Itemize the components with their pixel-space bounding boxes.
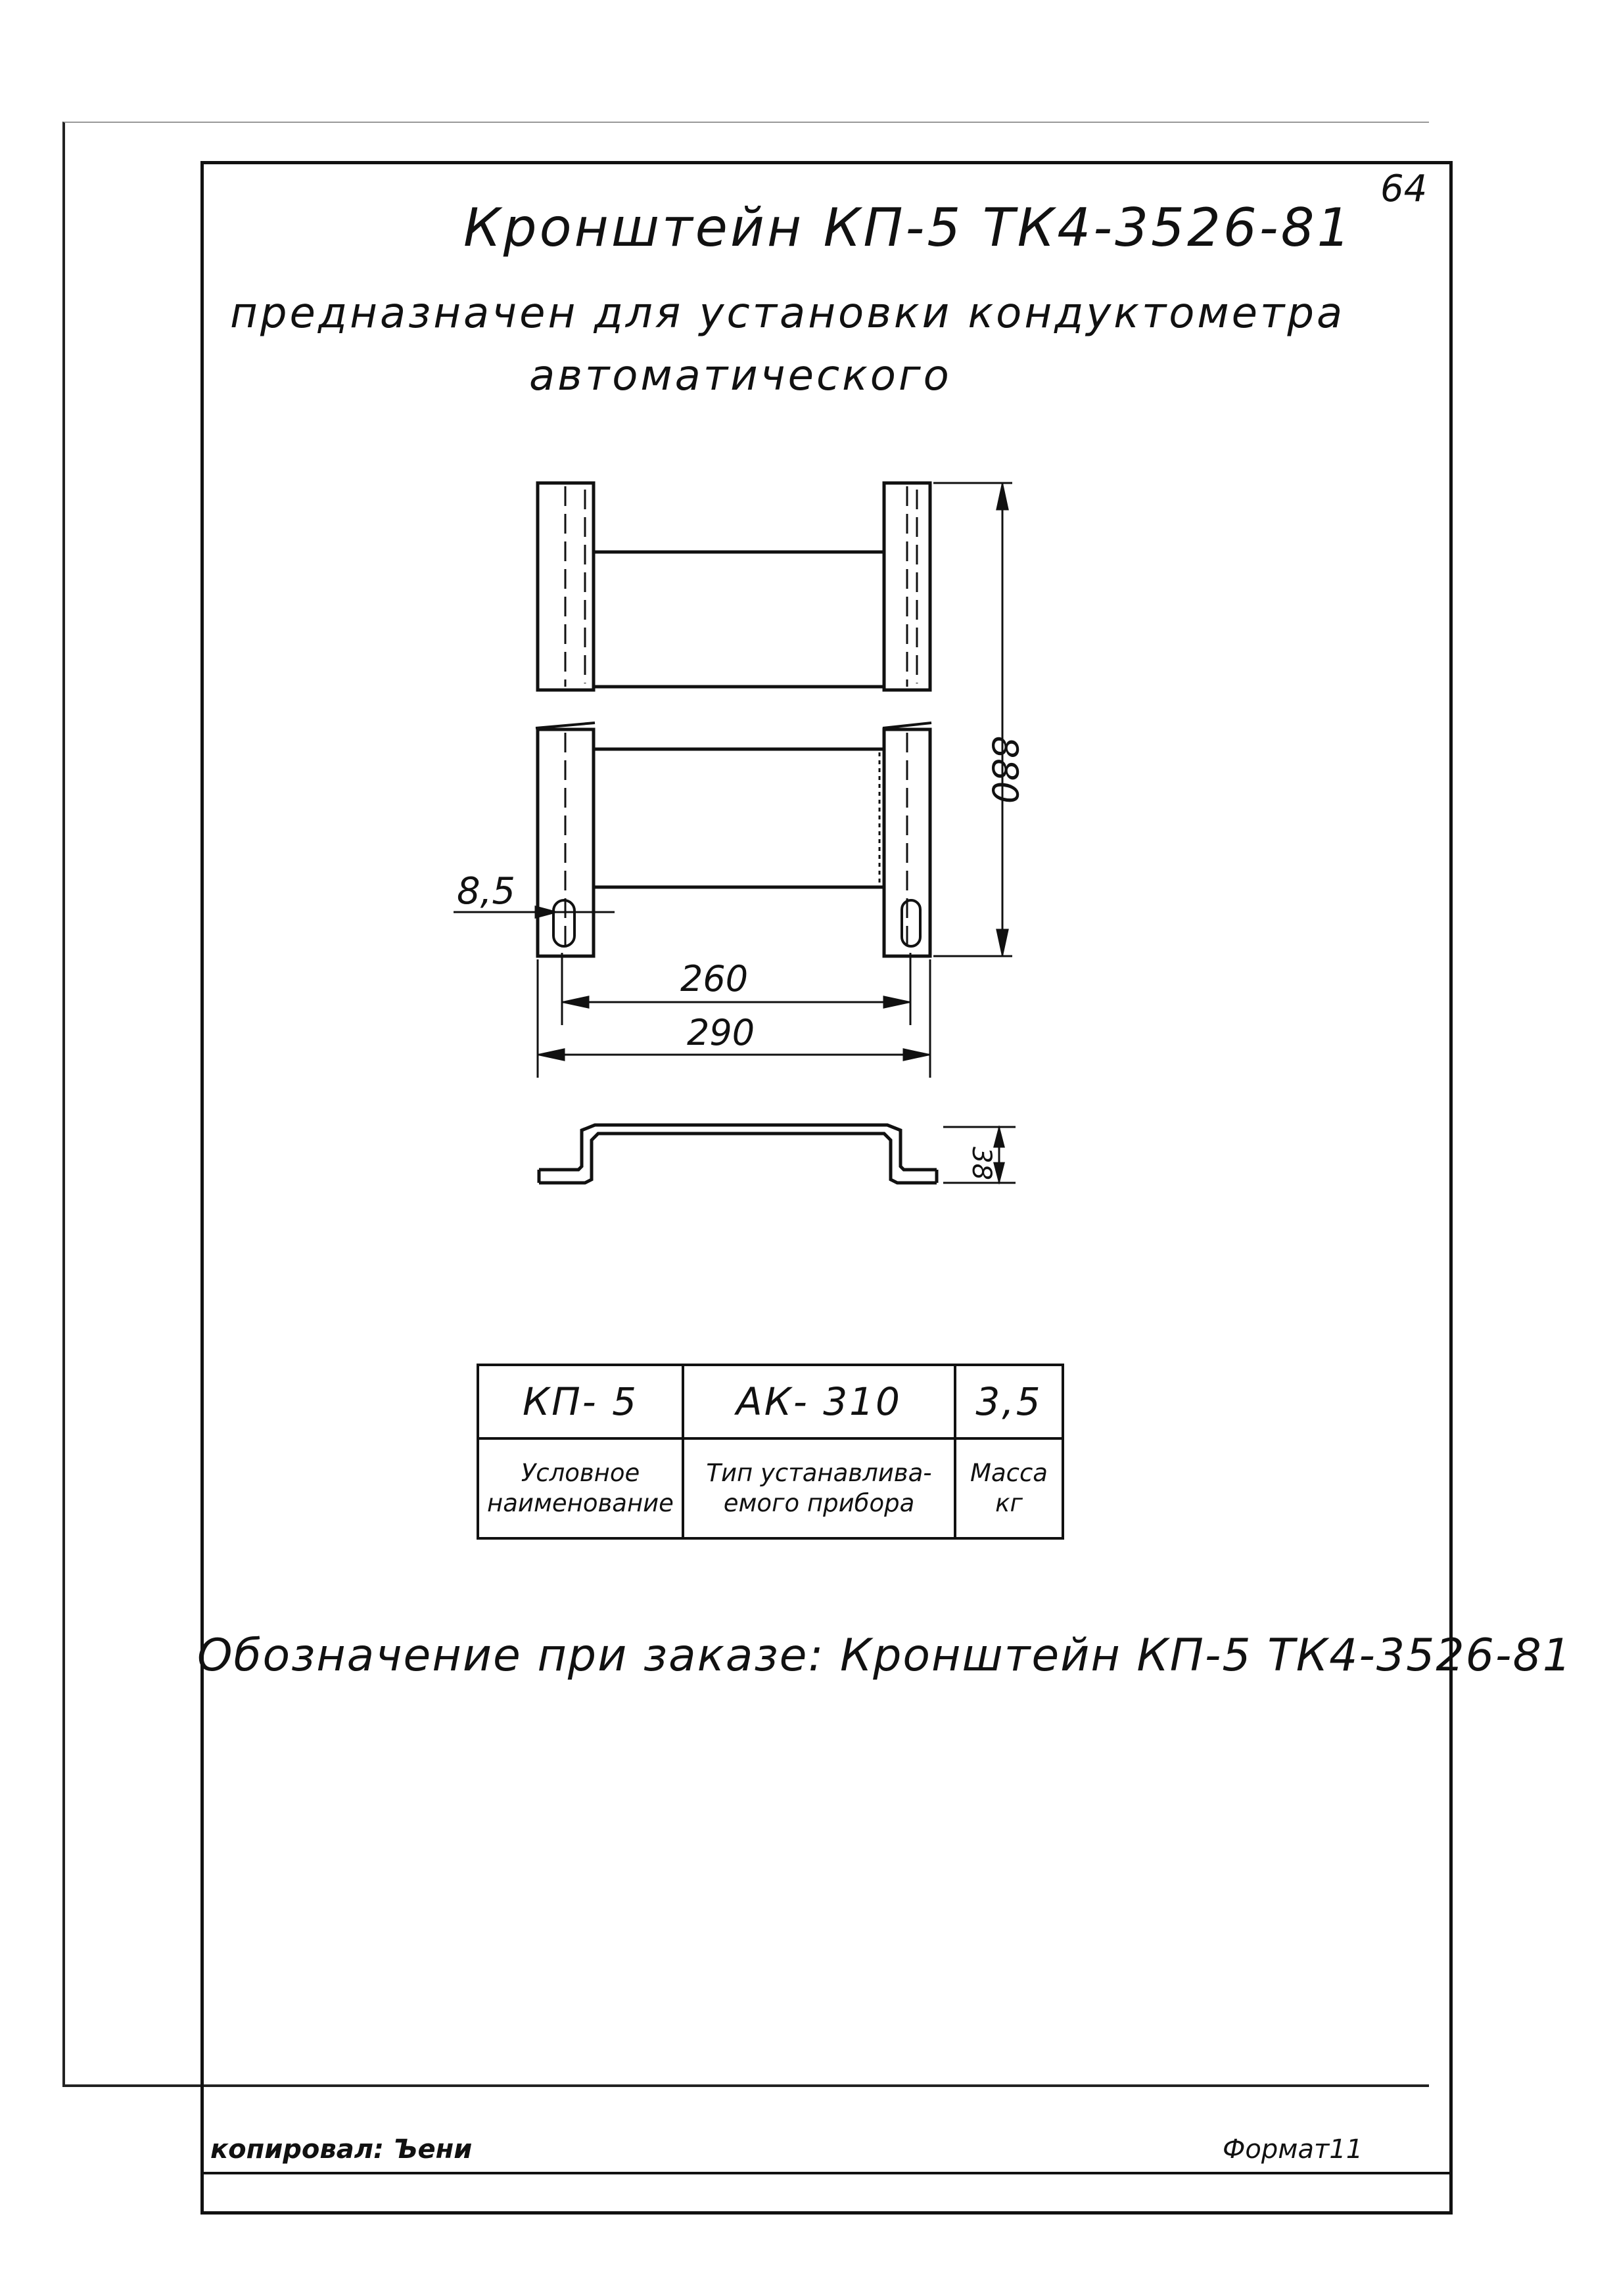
crossbar-lower [594,749,884,887]
dim-inner-width: 260 [680,958,749,999]
order-designation: Обозначение при заказе: Кронштейн КП-5 ТК4-3526-81 [197,1630,1572,1682]
page-title: Кронштейн КП-5 ТК4-3526-81 [463,197,1353,258]
dim-depth: 38 [966,1147,996,1180]
mass-label: Масса кг [955,1438,1063,1538]
designation-value: КП- 5 [478,1365,683,1438]
mass-value: 3,5 [955,1365,1063,1438]
spec-labels-row [478,1438,1063,1538]
spec-values-row [478,1365,1063,1438]
sheet-format: Формат11 [1223,2134,1363,2165]
dim-height: 880 [984,736,1025,804]
device-type-label: Тип устанавлива- емого прибора [683,1438,955,1538]
side-profile [539,1125,937,1183]
device-type-value: АК- 310 [683,1365,955,1438]
spec-table [477,1364,1064,1540]
hole-right [902,900,920,946]
crossbar-upper [594,552,884,687]
copied-by: копировал: Ъени [210,2134,473,2165]
dim-hole: 8,5 [457,870,516,913]
purpose-line-1: предназначен для установки кондуктометра [230,289,1346,338]
hole-left [553,900,574,946]
page-number: 64 [1380,168,1428,210]
purpose-line-2: автоматического [529,352,952,400]
designation-label: Условное наименование [478,1438,683,1538]
dim-outer-width: 290 [687,1012,755,1053]
